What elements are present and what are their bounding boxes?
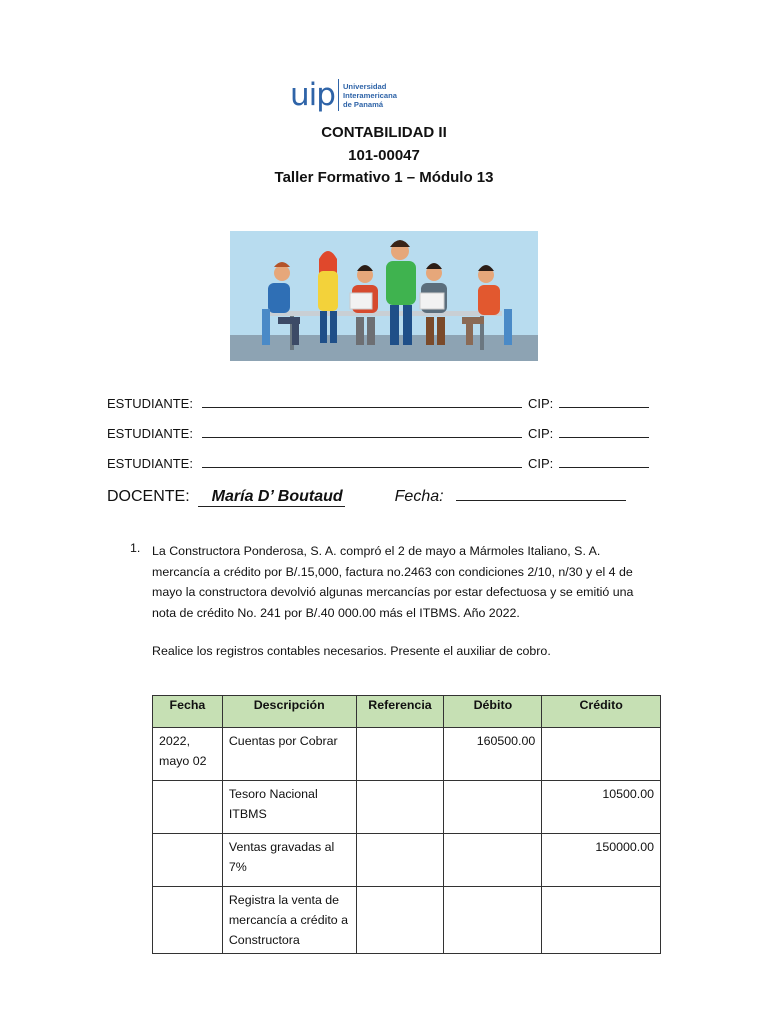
question-statement: La Constructora Ponderosa, S. A. compró el 2 de mayo a Mármoles Italiano, S. A. mercancía a crédito por B/.15,000, factura no.2463 con condiciones 2/10, n/30 y el 4 de mayo la constructora devolvió algunas mercancías por estar defectuosa y se emitió una nota de crédito No. 241 por B/.40 000.00 más el ITBMS. Año 2022.	[152, 544, 634, 620]
cell-descripcion: Tesoro Nacional ITBMS	[222, 781, 356, 834]
logo-line-3: de Panamá	[342, 99, 384, 109]
cell-fecha	[153, 781, 223, 834]
header-debito: Débito	[444, 696, 542, 728]
cip-label: CIP:	[528, 456, 554, 471]
date-label: Fecha:	[394, 488, 444, 505]
teacher-label: DOCENTE:	[107, 488, 190, 505]
workshop-title: Taller Formativo 1 – Módulo 13	[274, 169, 494, 186]
cell-descripcion: Ventas gravadas al 7%	[222, 834, 356, 887]
cell-fecha: 2022, mayo 02	[153, 728, 223, 781]
cell-referencia	[356, 781, 444, 834]
cell-referencia	[356, 887, 444, 954]
student-row-1	[107, 395, 649, 411]
student-row-3	[107, 455, 649, 471]
uip-logo	[290, 76, 410, 114]
cip-label: CIP:	[528, 426, 554, 441]
logo-divider	[338, 79, 339, 111]
student-label: ESTUDIANTE:	[107, 426, 193, 441]
cell-descripcion: Cuentas por Cobrar	[222, 728, 356, 781]
student-name-blank[interactable]	[202, 455, 522, 468]
logo-mark: uip	[290, 77, 335, 113]
cip-label: CIP:	[528, 396, 554, 411]
cell-referencia	[356, 728, 444, 781]
cell-credito	[542, 728, 661, 781]
logo-text	[343, 82, 397, 109]
journal-table	[152, 695, 661, 954]
cell-credito	[542, 887, 661, 954]
cell-debito	[444, 781, 542, 834]
table-row	[153, 834, 661, 887]
header-credito: Crédito	[542, 696, 661, 728]
cell-referencia	[356, 834, 444, 887]
table-row	[153, 887, 661, 954]
table-row	[153, 781, 661, 834]
course-code: 101-00047	[348, 147, 420, 164]
header-fecha: Fecha	[153, 696, 223, 728]
cell-fecha	[153, 834, 223, 887]
student-label: ESTUDIANTE:	[107, 396, 193, 411]
cell-descripcion: Registra la venta de mercancía a crédito a Constructora	[222, 887, 356, 954]
cell-debito: 160500.00	[444, 728, 542, 781]
student-label: ESTUDIANTE:	[107, 456, 193, 471]
course-title: CONTABILIDAD II	[321, 124, 447, 141]
cip-blank[interactable]	[559, 425, 649, 438]
table-header-row	[153, 696, 661, 728]
logo-line-1: Universidad	[342, 81, 387, 91]
table-row	[153, 728, 661, 781]
teacher-name: María D’ Boutaud	[198, 488, 345, 507]
cell-debito	[444, 834, 542, 887]
student-name-blank[interactable]	[202, 425, 522, 438]
cell-credito: 10500.00	[542, 781, 661, 834]
student-row-2	[107, 425, 649, 441]
cip-blank[interactable]	[559, 455, 649, 468]
question-number: 1.	[130, 541, 141, 555]
question-instruction: Realice los registros contables necesarios. Presente el auxiliar de cobro.	[152, 644, 551, 658]
cell-debito	[444, 887, 542, 954]
team-illustration	[230, 231, 538, 361]
header-referencia: Referencia	[356, 696, 444, 728]
cell-credito: 150000.00	[542, 834, 661, 887]
cip-blank[interactable]	[559, 395, 649, 408]
date-blank[interactable]	[456, 486, 626, 501]
teacher-row	[107, 486, 626, 507]
student-name-blank[interactable]	[202, 395, 522, 408]
header-descripcion: Descripción	[222, 696, 356, 728]
cell-fecha	[153, 887, 223, 954]
logo-line-2: Interamericana	[342, 90, 397, 100]
